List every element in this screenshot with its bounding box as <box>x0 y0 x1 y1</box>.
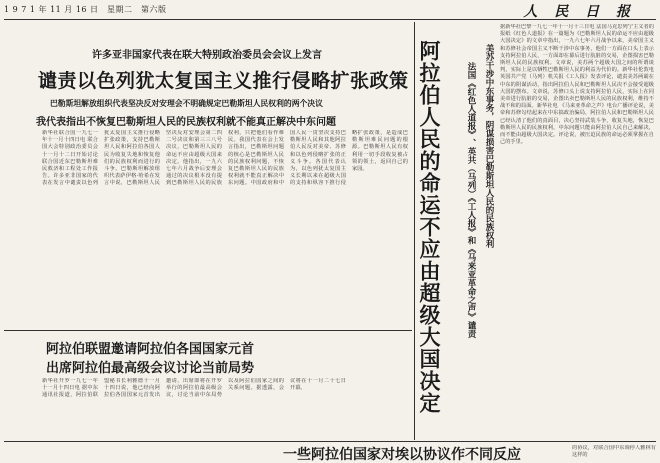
story2-body: 新华社开罗一九七一年十一月十四日电 据中东通讯社报道，阿拉伯联盟秘书长利雅德十一月十四日说，他已经向阿拉伯各国国家元首发出邀请，出席即将在开罗举行的阿拉伯最高级会议，讨论当前中东局势以及阿拉伯国家之间的关系问题。据透露，会议将在十一月二十七日开幕。 <box>42 378 346 399</box>
vertical-main-headline: 阿拉伯人民的命运不应由超级大国决定 <box>417 40 441 414</box>
lead-subheadline-2: 我代表指出不恢复巴勒斯坦人民的民族权利就不能真正解决中东问题 <box>36 117 336 128</box>
lead-headline: 谴责以色列犹太复国主义推行侵略扩张政策 <box>38 70 409 92</box>
issue-date: 1 9 7 1 年 11 月 16 日 星期二 第六版 <box>4 5 167 14</box>
right-story-body: 据新华社巴黎一九七一年十一月十三日电 法国马克思列宁主义者的报纸《红色人道报》在一篇题为《巴勒斯坦人民的命运不应由超级大国决定》的文章中指出，一九六七年六月战争以来，美帝国主义和苏修社会帝国主义不断干涉中东事务，他们一方面在口头上表示支持阿拉伯人民，一方面却在幕后进行肮脏的交易，企图损害巴勒斯坦人民的民族权利。文章说，美苏两个超级大国之间的所谓谈判，实际上是以牺牲巴勒斯坦人民的利益为代价的。新华社伦敦电 英国共产党（马列）机关报《工人报》发表评论，谴责美苏两霸在中东的阴谋活动，指出阿拉伯人民和巴勒斯坦人民决不会接受超级大国的摆布。文章说，苏修口头上说支持阿拉伯人民，实际上在同美帝进行肮脏的交易，企图出卖巴勒斯坦人民的民族权利，维持不战不和的局面。新华社电 《马来亚革命之声》电台广播评论说，美帝和苏修勾结起来在中东搞政治骗局，阿拉伯人民和巴勒斯坦人民已经认清了他们的真面目，决心坚持武装斗争，收复失地，恢复巴勒斯坦人民的民族权利，中东问题只能由阿拉伯人民自己来解决，而不能由超级大国决定。评论说，被压迫民族的命运必须掌握在自己的手里。 <box>500 24 654 146</box>
bottom-headline: 一些阿拉伯国家对埃以协议作不同反应 <box>283 447 521 463</box>
lead-subheadline-1: 巴勒斯坦解放组织代表坚决反对安理会不明确规定巴勒斯坦人民权利的两个决议 <box>50 99 323 108</box>
vertical-kicker-1: 美苏干涉中东事务，阴谋损害巴勒斯坦人民的民族权利 <box>484 44 494 248</box>
page-header <box>4 2 656 20</box>
lead-kicker: 许多亚非国家代表在联大特别政治委员会会议上发言 <box>92 50 322 61</box>
newspaper-masthead: 人 民 日 报 <box>523 4 636 20</box>
vertical-kicker-2: 法国《红色人道报》、英共（马列）《工人报》和《马来亚革命之声》谴责 <box>466 62 476 339</box>
bottom-fragment: 的协议，对联合国中东调停人雅林有这样的 <box>572 445 656 459</box>
column-divider <box>414 22 415 440</box>
lead-body: 新华社联合国一九七一年十一月十四日电 联合国大会特别政治委员会十一月十二日开始讨论联合国近东巴勒斯坦难民救济和工程处工作报告。许多亚非国家的代表在发言中谴责以色列犹太复国主义推行侵略扩张政策，支持巴勒斯坦人民和阿拉伯各国人民为收复失地和恢复他们的民族权利而进行的斗争。巴勒斯坦解放组织代表萨伊格·哈希在发言中说，巴勒斯坦人民坚决反对安理会第二四二号决议和第三三八号决议，巴勒斯坦人民的命运不应由超级大国来决定。他指出，一九六七年六月战争后安理会通过的决议根本没有提到巴勒斯坦人民的民族权利，只把他们看作难民。我国代表在会上发言指出，巴勒斯坦问题的核心是巴勒斯坦人民的民族权利问题，不恢复巴勒斯坦人民的民族权利就不能真正解决中东问题。中国政府和中国人民一贯坚决支持巴勒斯坦人民和其他阿拉伯人民反对美帝、苏修和以色列侵略扩张的正义斗争。各国代表认为，以色列犹太复国主义长期以来在超级大国的支持和纵容下推行侵略扩张政策，是造成巴勒斯坦难民问题的根源。巴勒斯坦人民有权利用一切手段收复被占领的领土，返回自己的家园。 <box>42 130 408 187</box>
bottom-divider <box>4 441 656 442</box>
story-divider <box>4 330 412 331</box>
story2-headline-line1: 阿拉伯联盟邀请阿拉伯各国国家元首 <box>46 342 255 357</box>
story2-headline-line2: 出席阿拉伯最高级会议讨论当前局势 <box>46 361 255 376</box>
